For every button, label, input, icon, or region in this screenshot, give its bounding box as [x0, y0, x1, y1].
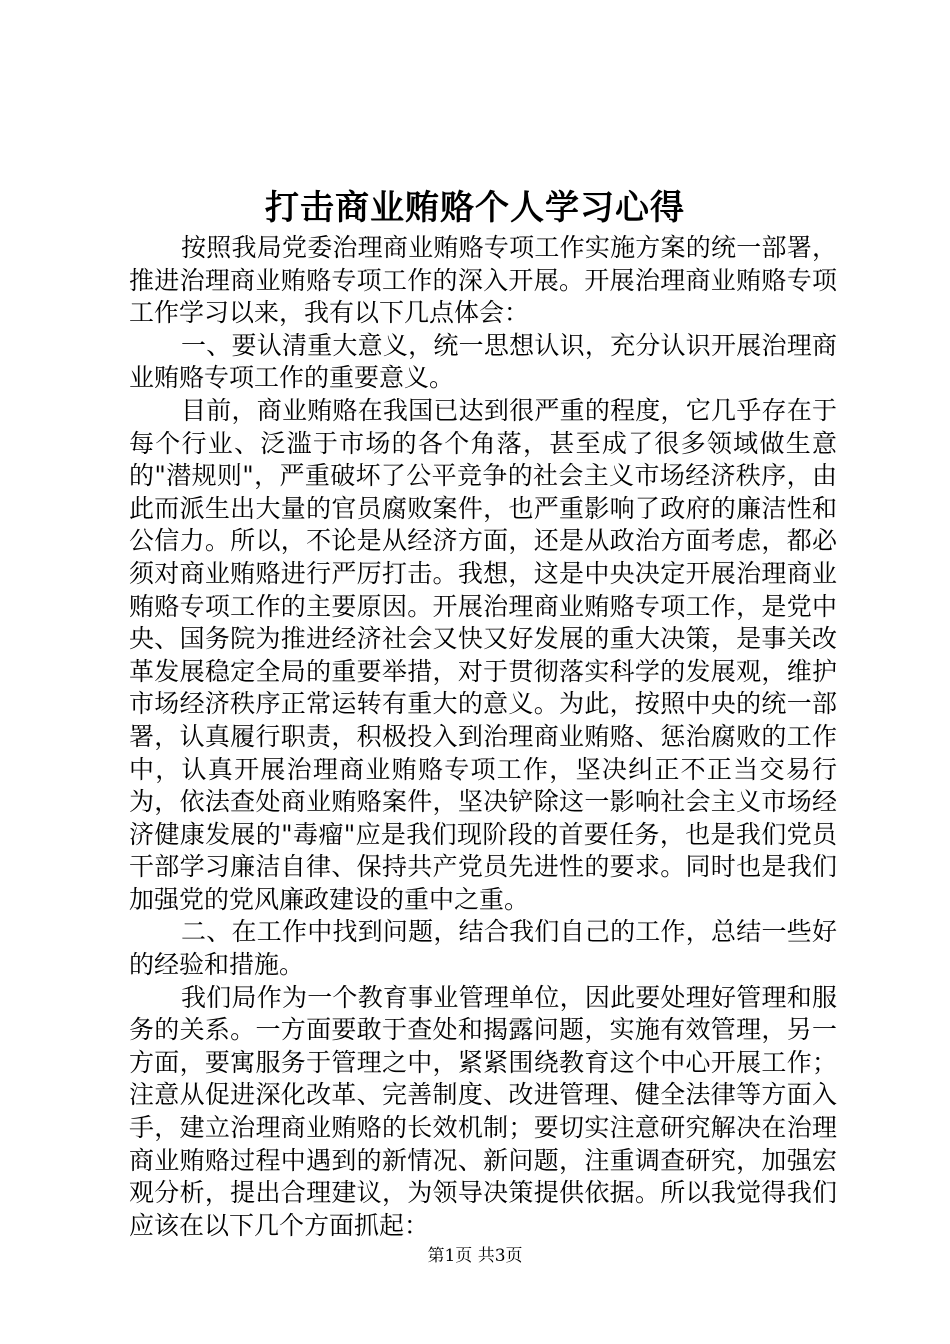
paragraph-section-two-body: 我们局作为一个教育事业管理单位，因此要处理好管理和服务的关系。一方面要敢于查处和揭露问题，实施有效管理，另一方面，要寓服务于管理之中，紧紧围绕教育这个中心开展工作；注意从促进深化改革、完善制度、改进管理、健全法律等方面入手，建立治理商业贿赂的长效机制；要切实注意研究解决在治理商业贿赂过程中遇到的新情况、新问题，注重调查研究，加强宏观分析，提出合理建议，为领导决策提供依据。所以我觉得我们应该在以下几个方面抓起：	[129, 982, 837, 1240]
paragraph-intro: 按照我局党委治理商业贿赂专项工作实施方案的统一部署，推进治理商业贿赂专项工作的深入开展。开展治理商业贿赂专项工作学习以来，我有以下几点体会：	[129, 233, 837, 328]
document-title: 打击商业贿赂个人学习心得	[265, 188, 685, 228]
page-number-footer: 第1页 共3页	[427, 1246, 523, 1266]
paragraph-section-two-heading: 二、在工作中找到问题，结合我们自己的工作，总结一些好的经验和措施。	[129, 917, 837, 980]
paragraph-section-one-body: 目前，商业贿赂在我国已达到很严重的程度，它几乎存在于每个行业、泛滥于市场的各个角落，甚至成了很多领域做生意的"潜规则"，严重破坏了公平竞争的社会主义市场经济秩序，由此而派生出大量的官员腐败案件，也严重影响了政府的廉洁性和公信力。所以，不论是从经济方面，还是从政治方面考虑，都必须对商业贿赂进行严厉打击。我想，这是中央决定开展治理商业贿赂专项工作的主要原因。开展治理商业贿赂专项工作，是党中央、国务院为推进经济社会又快又好发展的重大决策，是事关改革发展稳定全局的重要举措，对于贯彻落实科学的发展观，维护市场经济秩序正常运转有重大的意义。为此，按照中央的统一部署，认真履行职责，积极投入到治理商业贿赂、惩治腐败的工作中，认真开展治理商业贿赂专项工作，坚决纠正不正当交易行为，依法查处商业贿赂案件，坚决铲除这一影响社会主义市场经济健康发展的"毒瘤"应是我们现阶段的首要任务，也是我们党员干部学习廉洁自律、保持共产党员先进性的要求。同时也是我们加强党的党风廉政建设的重中之重。	[129, 395, 837, 914]
paragraph-section-one-heading: 一、要认清重大意义，统一思想认识，充分认识开展治理商业贿赂专项工作的重要意义。	[129, 330, 837, 393]
document-body	[129, 232, 837, 1242]
